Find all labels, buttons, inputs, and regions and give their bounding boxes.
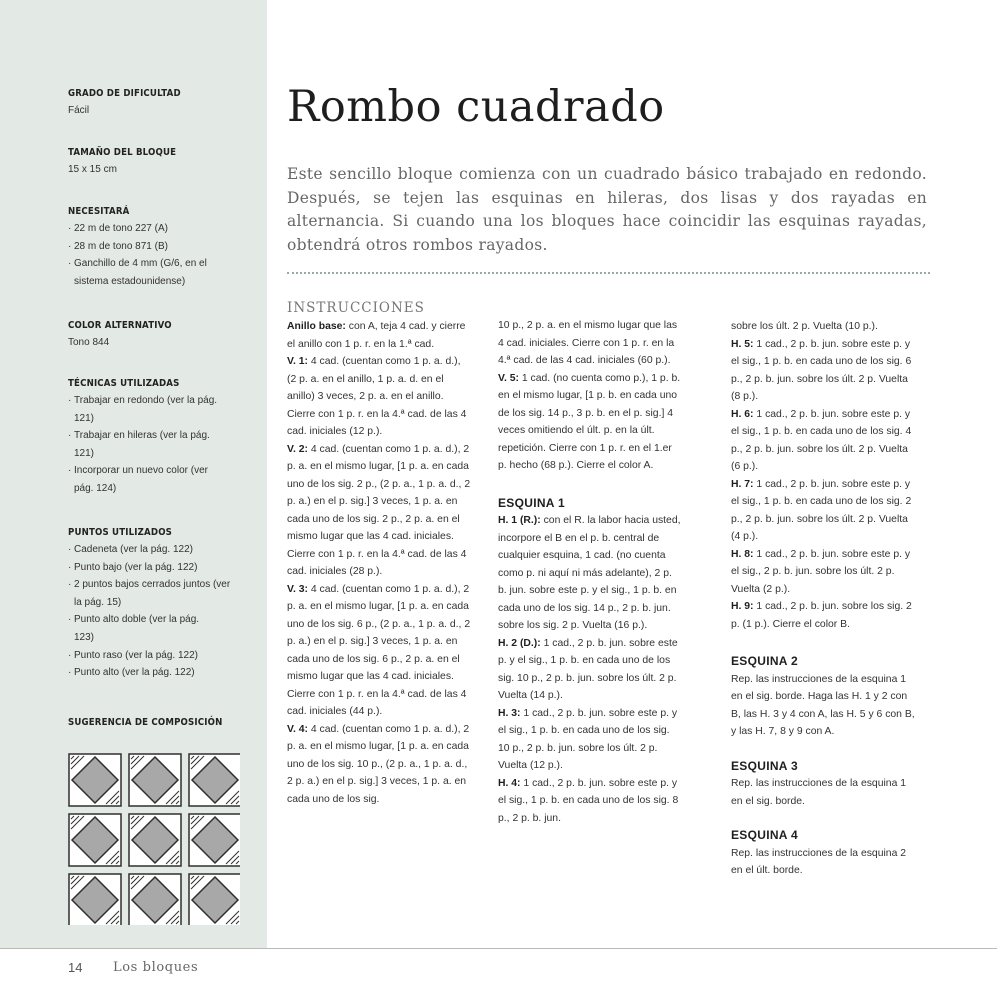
composition-grid bbox=[68, 753, 240, 925]
instruction-text: 1 cad., 2 p. b. jun. sobre este p. y el sig., 1 p. b. en cada uno de los sig. 4 p., 2 p. b. jun. sobre los últ. 2 p. Vuelta (6 p.). bbox=[731, 408, 912, 472]
grid-tile bbox=[129, 874, 181, 925]
instruction-paragraph bbox=[287, 318, 472, 353]
instruction-text: 1 cad. (no cuenta como p.), 1 p. b. en el mismo lugar, [1 p. b. en cada uno de los sig. 14 p., 3 p. b. en el p. sig.] 4 veces omitiendo el últ. p. en la últ. repetición. Cierre con 1 p. r. en el 1.er p. hecho (68 p.). Cierre el color A. bbox=[498, 372, 681, 471]
esquina-2-text: Rep. las instrucciones de la esquina 1 en el sig. borde. Haga las H. 1 y 2 con B, las H. 3 y 4 con A, las H. 5 y 6 con B, y las H. 7, 8 y 9 con A. bbox=[731, 673, 915, 737]
difficulty-heading: GRADO DE DIFICULTAD bbox=[68, 88, 181, 99]
list-item: · Trabajar en redondo (ver la pág. 121) bbox=[68, 392, 218, 427]
composition-grid-drawing bbox=[68, 753, 240, 925]
instruction-label: V. 5: bbox=[498, 372, 519, 384]
instruction-text: 4 cad. (cuentan como 1 p. a. d.), 2 p. a. en el mismo lugar, [1 p. a. en cada uno de los sig. 10 p., (2 p. a., 1 p. a. d., 2 p. a.) en el p. sig.] 3 veces, 1 p. a. en cada uno de los sig. bbox=[287, 723, 470, 805]
esquina-3-text: Rep. las instrucciones de la esquina 1 en el sig. borde. bbox=[731, 778, 907, 807]
page-number: 14 bbox=[68, 960, 83, 975]
esquina-4-heading: ESQUINA 4 bbox=[731, 828, 798, 842]
instruction-text: 10 p., 2 p. a. en el mismo lugar que las 4 cad. iniciales. Cierre con 1 p. r. en la 4.ª cad. de las 4 cad. iniciales (60 p.). bbox=[498, 320, 678, 366]
list-item: · Punto alto (ver la pág. 122) bbox=[68, 664, 233, 682]
stitches-heading: PUNTOS UTILIZADOS bbox=[68, 527, 173, 538]
list-item: · Ganchillo de 4 mm (G/6, en el sistema estadounidense) bbox=[68, 255, 234, 290]
instruction-paragraph bbox=[498, 317, 683, 370]
instruction-text: 4 cad. (cuentan como 1 p. a. d.), 2 p. a. en el mismo lugar, [1 p. a. en cada uno de los sig. 6 p., (2 p. a., 1 p. a. d., 2 p. a.) en el p. sig.] 3 veces, 1 p. a. en cada uno de los sig. 6 p., 2 p. a. en el mismo lugar que las 4 cad. iniciales. Cierre con 1 p. r. en la 4.ª cad. de las 4 cad. iniciales (44 p.). bbox=[287, 583, 471, 717]
composition-section bbox=[68, 717, 258, 731]
techniques-section bbox=[68, 378, 258, 498]
instructions-column-3 bbox=[731, 318, 916, 880]
info-sidebar bbox=[0, 0, 267, 948]
instruction-paragraph bbox=[731, 546, 916, 599]
instruction-label: H. 5: bbox=[731, 338, 754, 350]
techniques-list bbox=[68, 392, 218, 498]
dotted-divider bbox=[287, 272, 930, 274]
instruction-text: 1 cad., 2 p. b. jun. sobre este p. y el sig., 1 p. b. en cada uno de los sig. 10 p., 2 p. b. jun. sobre los últ. 2 p. Vuelta (14 p.). bbox=[498, 637, 678, 701]
grid-tile bbox=[69, 754, 121, 806]
grid-tile bbox=[69, 874, 121, 925]
instruction-paragraph bbox=[731, 406, 916, 476]
esquina-2-heading: ESQUINA 2 bbox=[731, 654, 798, 668]
list-item: · 2 puntos bajos cerrados juntos (ver la pág. 15) bbox=[68, 576, 233, 611]
needs-heading: NECESITARÁ bbox=[68, 206, 130, 217]
size-value: 15 x 15 cm bbox=[68, 164, 117, 175]
instruction-label: H. 8: bbox=[731, 548, 754, 560]
instruction-label: H. 6: bbox=[731, 408, 754, 420]
instruction-paragraph bbox=[287, 581, 472, 721]
composition-heading: SUGERENCIA DE COMPOSICIÓN bbox=[68, 717, 223, 728]
difficulty-value: Fácil bbox=[68, 105, 90, 116]
instruction-paragraph bbox=[287, 721, 472, 809]
grid-tile bbox=[129, 814, 181, 866]
intro-paragraph: Este sencillo bloque comienza con un cuadrado básico trabajado en redondo. Después, se tejen las esquinas en hileras, dos lisas y dos rayadas en alternancia. Si cuando una los bloques hace coincidir las esquinas rayadas, obtendrá otros rombos rayados. bbox=[287, 165, 927, 254]
instruction-label: H. 7: bbox=[731, 478, 754, 490]
instruction-paragraph bbox=[731, 598, 916, 633]
needs-list bbox=[68, 220, 258, 290]
alt-color-value: Tono 844 bbox=[68, 337, 110, 348]
instruction-paragraph bbox=[498, 635, 683, 705]
instruction-label: H. 3: bbox=[498, 707, 521, 719]
instruction-label: H. 2 (D.): bbox=[498, 637, 541, 649]
instruction-paragraph bbox=[287, 441, 472, 581]
instruction-paragraph bbox=[731, 476, 916, 546]
instruction-paragraph bbox=[731, 318, 916, 336]
stitches-section bbox=[68, 527, 258, 682]
instruction-paragraph bbox=[498, 705, 683, 775]
grid-tile bbox=[189, 874, 240, 925]
instruction-label: V. 3: bbox=[287, 583, 308, 595]
instruction-text: 1 cad., 2 p. b. jun. sobre este p. y el sig., 1 p. b. en cada uno de los sig. 8 p., 2 p. b. jun. bbox=[498, 777, 679, 824]
instruction-text: 4 cad. (cuentan como 1 p. a. d.), 2 p. a. en el mismo lugar, [1 p. a. en cada uno de los sig. 2 p., (2 p. a., 1 p. a. d., 2 p. a.) en el p. sig.] 3 veces, 1 p. a. en cada uno de los sig. 2 p., 2 p. a. en el mismo lugar que las 4 cad. iniciales. Cierre con 1 p. r. en la 4.ª cad. de las 4 cad. iniciales (28 p.). bbox=[287, 443, 471, 577]
list-item: · 22 m de tono 227 (A) bbox=[68, 220, 258, 238]
instruction-text: 1 cad., 2 p. b. jun. sobre este p. y el sig., 1 p. b. en cada uno de los sig. 6 p., 2 p. b. jun. sobre los últ. 2 p. Vuelta (8 p.). bbox=[731, 338, 912, 402]
instruction-text: 1 cad., 2 p. b. jun. sobre este p. y el sig., 2 p. b. jun. sobre los últ. 2 p. Vuelta (2 p.). bbox=[731, 548, 911, 595]
instruction-text: 1 cad., 2 p. b. jun. sobre los sig. 2 p. (1 p.). Cierre el color B. bbox=[731, 601, 912, 630]
esquina-3-heading: ESQUINA 3 bbox=[731, 758, 798, 773]
difficulty-section bbox=[68, 88, 258, 120]
instruction-text: con A, teja 4 cad. y cierre el anillo con 1 p. r. en la 1.ª cad. bbox=[287, 321, 466, 350]
instruction-label: H. 1 (R.): bbox=[498, 515, 541, 526]
grid-tile bbox=[189, 814, 240, 866]
size-section bbox=[68, 147, 258, 179]
instruction-label: H. 9: bbox=[731, 601, 754, 612]
instructions-column-2 bbox=[498, 317, 683, 827]
instruction-label: Anillo base: bbox=[287, 321, 346, 332]
list-item: · Incorporar un nuevo color (ver pág. 124) bbox=[68, 462, 218, 497]
instructions-heading: INSTRUCCIONES bbox=[287, 300, 425, 316]
page-title: Rombo cuadrado bbox=[287, 82, 665, 132]
instruction-paragraph bbox=[498, 512, 683, 635]
instruction-paragraph bbox=[498, 775, 683, 828]
instruction-text: sobre los últ. 2 p. Vuelta (10 p.). bbox=[731, 321, 878, 332]
instruction-label: V. 4: bbox=[287, 723, 308, 735]
footer-rule bbox=[0, 948, 997, 949]
instruction-label: V. 2: bbox=[287, 443, 308, 455]
instruction-label: V. 1: bbox=[287, 356, 308, 367]
list-item: · Trabajar en hileras (ver la pág. 121) bbox=[68, 427, 218, 462]
section-name: Los bloques bbox=[113, 960, 199, 975]
grid-tile bbox=[69, 814, 121, 866]
instruction-text: 4 cad. (cuentan como 1 p. a. d.), (2 p. a. en el anillo, 1 p. a. d. en el anillo) 3 veces, 2 p. a. en el anillo. Cierre con 1 p. r. en la 4.ª cad. de las 4 cad. iniciales (12 p.). bbox=[287, 356, 467, 437]
list-item: · Punto raso (ver la pág. 122) bbox=[68, 647, 233, 665]
list-item: · Punto bajo (ver la pág. 122) bbox=[68, 559, 233, 577]
alt-color-section bbox=[68, 320, 258, 352]
grid-tile bbox=[129, 754, 181, 806]
esquina-1-heading: ESQUINA 1 bbox=[498, 495, 565, 510]
instruction-text: 1 cad., 2 p. b. jun. sobre este p. y el sig., 1 p. b. en cada uno de los sig. 10 p., 2 p. b. jun. sobre los últ. 2 p. Vuelta (12 p.). bbox=[498, 707, 678, 771]
instruction-paragraph bbox=[731, 336, 916, 406]
esquina-4-text: Rep. las instrucciones de la esquina 2 en el últ. borde. bbox=[731, 847, 907, 876]
list-item: · 28 m de tono 871 (B) bbox=[68, 238, 258, 256]
list-item: · Cadeneta (ver la pág. 122) bbox=[68, 541, 233, 559]
size-heading: TAMAÑO DEL BLOQUE bbox=[68, 147, 177, 158]
instruction-paragraph bbox=[287, 353, 472, 441]
techniques-heading: TÉCNICAS UTILIZADAS bbox=[68, 378, 180, 389]
instruction-text: 1 cad., 2 p. b. jun. sobre este p. y el sig., 1 p. b. en cada uno de los sig. 2 p., 2 p. b. jun. sobre los últ. 2 p. Vuelta (4 p.). bbox=[731, 478, 912, 542]
list-item: · Punto alto doble (ver la pág. 123) bbox=[68, 611, 214, 646]
instruction-text: con el R. la labor hacia usted, incorpore el B en el p. b. central de cualquier esquina, 1 cad. (no cuenta como p. ni aquí ni más adelante), 2 p. b. jun. sobre este p. y el sig., 1 p. b. en cada uno de los sig. 14 p., 2 p. b. jun. sobre los sig. 2 p. Vuelta (16 p.). bbox=[498, 515, 681, 631]
instruction-label: H. 4: bbox=[498, 777, 521, 789]
stitches-list bbox=[68, 541, 233, 682]
grid-tile bbox=[189, 754, 240, 806]
instruction-paragraph bbox=[498, 370, 683, 475]
instructions-column-1 bbox=[287, 318, 472, 808]
needs-section bbox=[68, 206, 258, 290]
alt-color-heading: COLOR ALTERNATIVO bbox=[68, 320, 172, 331]
